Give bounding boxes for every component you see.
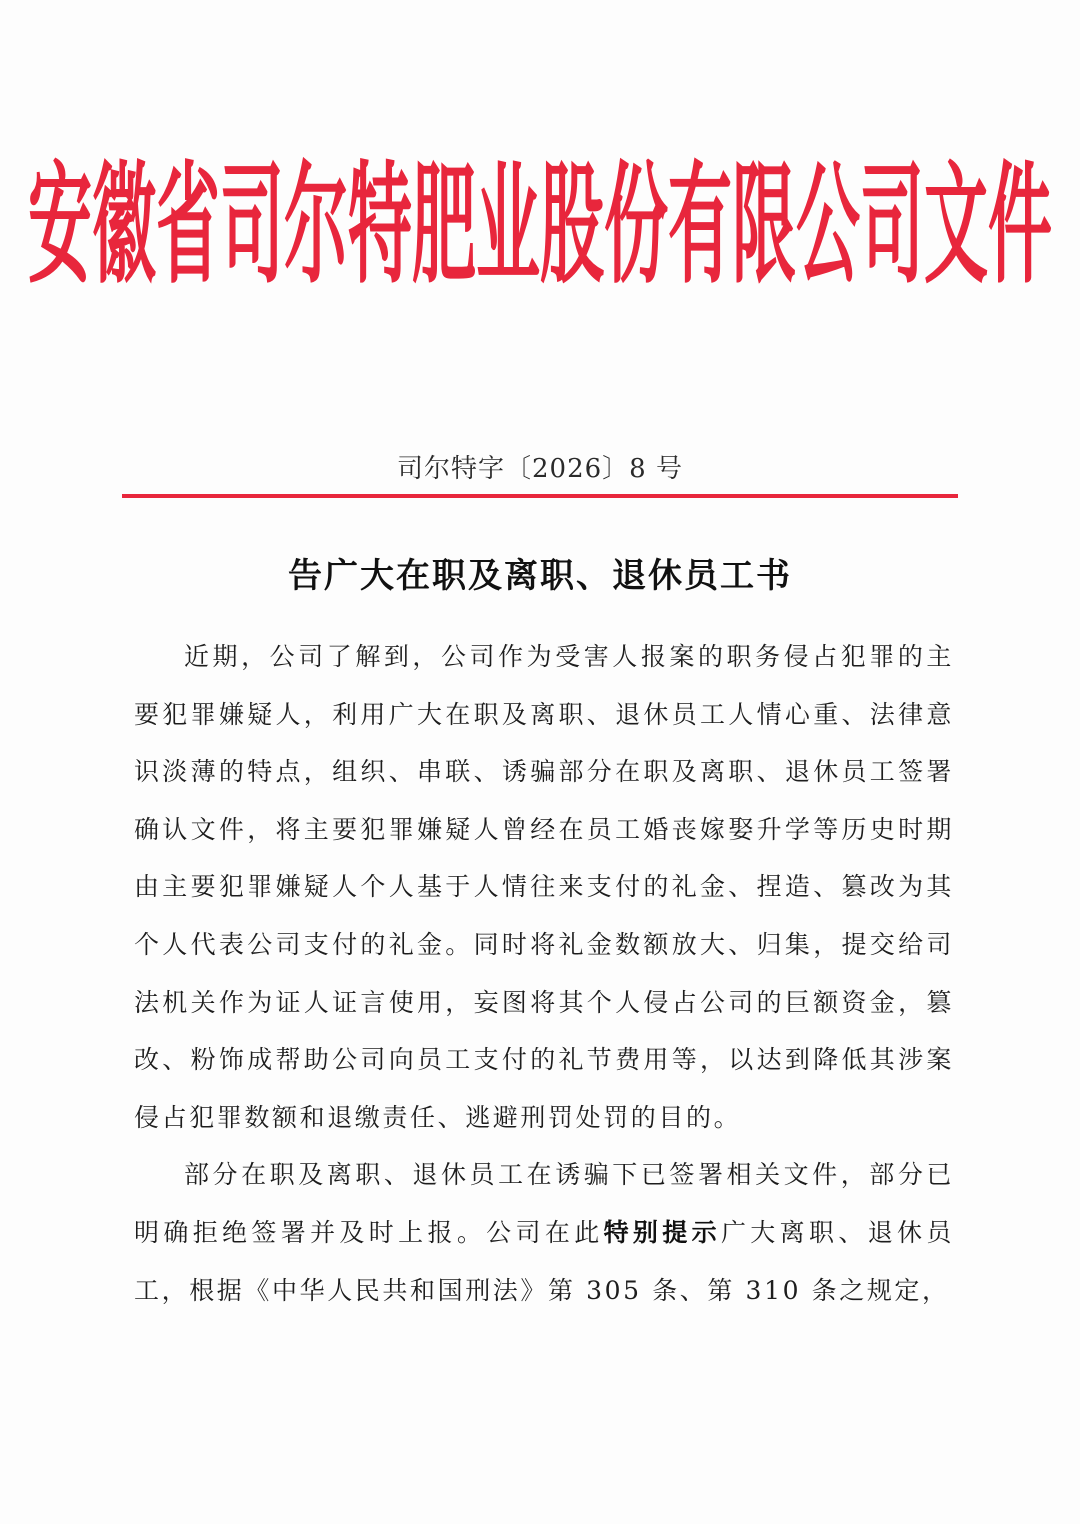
red-divider-line bbox=[122, 494, 958, 498]
document-number: 司尔特字〔2026〕8 号 bbox=[397, 454, 683, 484]
document-title: 告广大在职及离职、退休员工书 bbox=[288, 556, 792, 596]
paragraph-2-tail: 广大离职、退休员工，根据《中华人民共和国刑法》第 305 条、第 310 条之规定， bbox=[134, 1217, 954, 1305]
masthead-title: 安徽省司尔特肥业股份有限公司文件 bbox=[28, 151, 1052, 304]
body-paragraph-2 bbox=[134, 1146, 954, 1319]
special-notice-emphasis: 特别提示 bbox=[603, 1217, 721, 1247]
body-paragraph-1: 近期，公司了解到，公司作为受害人报案的职务侵占犯罪的主要犯罪嫌疑人，利用广大在职及离职、退休员工人情心重、法律意识淡薄的特点，组织、串联、诱骗部分在职及离职、退休员工签署确认文件，将主要犯罪嫌疑人曾经在员工婚丧嫁娶升学等历史时期由主要犯罪嫌疑人个人基于人情往来支付的礼金、捏造、篡改为其个人代表公司支付的礼金。同时将礼金数额放大、归集，提交给司法机关作为证人证言使用，妄图将其个人侵占公司的巨额资金，篡改、粉饰成帮助公司向员工支付的礼节费用等，以达到降低其涉案侵占犯罪数额和退缴责任、逃避刑罚处罚的目的。 bbox=[134, 642, 954, 1132]
paragraph-2-lead: 部分在职及离职、退休员工在诱骗下已签署相关文件，部分已明确拒绝签署并及时上报。公司在此 bbox=[134, 1160, 954, 1247]
document-body bbox=[134, 628, 954, 1319]
